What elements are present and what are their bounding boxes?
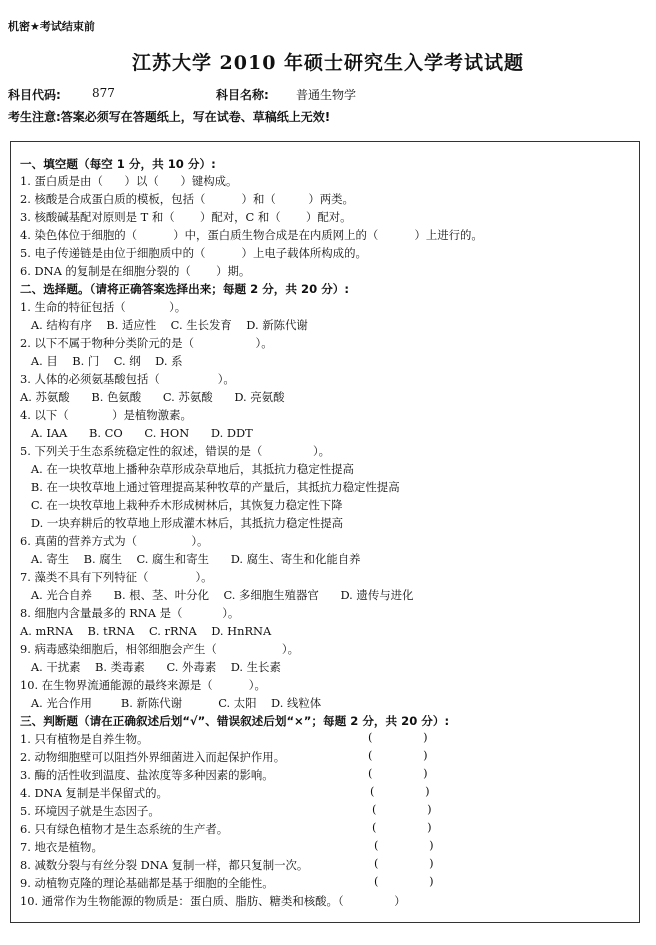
subject-name-label: 科目名称: xyxy=(216,88,269,102)
question-line: 2. 核酸是合成蛋白质的模板，包括（ ）和（ ）两类。 xyxy=(20,192,354,206)
question-line: A. mRNA B. tRNA C. rRNA D. HnRNA xyxy=(20,624,272,638)
section-heading: 三、判断题（请在正确叙述后划“√”、错误叙述后划“×”；每题 2 分，共 20 分）: xyxy=(20,714,450,728)
question-line: 9. 动植物克隆的理论基础都是基于细胞的全能性。 xyxy=(20,876,274,890)
question-line: 3. 人体的必须氨基酸包括（ ）。 xyxy=(20,372,235,386)
question-line: 6. 真菌的营养方式为（ ）。 xyxy=(20,534,209,548)
question-line: A. IAA B. CO C. HON D. DDT xyxy=(20,426,253,440)
question-line: 2. 动物细胞壁可以阻挡外界细菌进入而起保护作用。 xyxy=(20,750,286,764)
question-line: 2. 以下不属于物种分类阶元的是（ ）。 xyxy=(20,336,273,350)
exam-title: 江苏大学 2010 年硕士研究生入学考试试题 xyxy=(131,52,525,74)
section-heading: 一、填空题（每空 1 分，共 10 分）: xyxy=(20,157,216,171)
question-line: A. 光合作用 B. 新陈代谢 C. 太阳 D. 线粒体 xyxy=(20,696,322,710)
subject-code-label: 科目代码: xyxy=(8,88,61,102)
question-line: 1. 只有植物是自养生物。 xyxy=(20,732,149,746)
question-line: 5. 电子传递链是由位于细胞质中的（ ）上电子载体所构成的。 xyxy=(20,246,367,260)
question-line: B. 在一块牧草地上通过管理提高某种牧草的产量后，其抵抗力稳定性提高 xyxy=(20,480,400,494)
question-line: 4. 染色体位于细胞的（ ）中，蛋白质生物合成是在内质网上的（ ）上进行的。 xyxy=(20,228,483,242)
subject-name-value: 普通生物学 xyxy=(296,88,357,102)
question-line: 5. 下列关于生态系统稳定性的叙述，错误的是（ ）。 xyxy=(20,444,331,458)
judge-answer-blank: ( ) xyxy=(370,784,430,798)
question-line: C. 在一块牧草地上栽种乔木形成树林后，其恢复力稳定性下降 xyxy=(20,498,343,512)
question-line: A. 结构有序 B. 适应性 C. 生长发育 D. 新陈代谢 xyxy=(20,318,308,332)
question-line: 5. 环境因子就是生态因子。 xyxy=(20,804,160,818)
judge-answer-blank: ( ) xyxy=(372,820,432,834)
question-line: 8. 减数分裂与有丝分裂 DNA 复制一样，都只复制一次。 xyxy=(20,858,309,872)
question-line: 4. 以下（ ）是植物激素。 xyxy=(20,408,192,422)
judge-answer-blank: ( ) xyxy=(372,802,432,816)
question-line: 1. 生命的特征包括（ ）。 xyxy=(20,300,187,314)
question-line: A. 干扰素 B. 类毒素 C. 外毒素 D. 生长素 xyxy=(20,660,281,674)
question-line: 3. 酶的活性收到温度、盐浓度等多种因素的影响。 xyxy=(20,768,274,782)
judge-answer-blank: ( ) xyxy=(368,730,428,744)
question-line: A. 目 B. 门 C. 纲 D. 系 xyxy=(20,354,183,368)
question-line: 4. DNA 复制是半保留式的。 xyxy=(20,786,168,800)
question-line: A. 在一块牧草地上播种杂草形成杂草地后，其抵抗力稳定性提高 xyxy=(20,462,354,476)
confidential-note: 机密★考试结束前 xyxy=(8,20,95,33)
judge-answer-blank: ( ) xyxy=(374,838,434,852)
section-heading: 二、选择题。（请将正确答案选择出来；每题 2 分，共 20 分）: xyxy=(20,282,350,296)
question-line: 8. 细胞内含量最多的 RNA 是（ ）。 xyxy=(20,606,240,620)
question-line: 7. 藻类不具有下列特征（ ）。 xyxy=(20,570,213,584)
question-line: 10. 在生物界流通能源的最终来源是（ ）。 xyxy=(20,678,266,692)
question-line: D. 一块弃耕后的牧草地上形成灌木林后，其抵抗力稳定性提高 xyxy=(20,516,343,530)
judge-answer-blank: ( ) xyxy=(374,856,434,870)
question-line: A. 苏氨酸 B. 色氨酸 C. 苏氨酸 D. 亮氨酸 xyxy=(20,390,285,404)
question-line: 7. 地衣是植物。 xyxy=(20,840,103,854)
judge-answer-blank: ( ) xyxy=(374,874,434,888)
question-line: A. 寄生 B. 腐生 C. 腐生和寄生 D. 腐生、寄生和化能自养 xyxy=(20,552,361,566)
question-line: A. 光合自养 B. 根、茎、叶分化 C. 多细胞生殖器官 D. 遗传与进化 xyxy=(20,588,414,602)
question-line: 9. 病毒感染细胞后，相邻细胞会产生（ ）。 xyxy=(20,642,299,656)
question-line: 6. DNA 的复制是在细胞分裂的（ ）期。 xyxy=(20,264,251,278)
question-line: 3. 核酸碱基配对原则是 T 和（ ）配对，C 和（ ）配对。 xyxy=(20,210,352,224)
candidate-notice: 考生注意:答案必须写在答题纸上，写在试卷、草稿纸上无效! xyxy=(8,110,331,124)
question-line: 1. 蛋白质是由（ ）以（ ）键构成。 xyxy=(20,174,238,188)
subject-code-value: 877 xyxy=(92,86,115,100)
judge-answer-blank: ( ) xyxy=(368,766,428,780)
judge-answer-blank: ( ) xyxy=(368,748,428,762)
question-line: 6. 只有绿色植物才是生态系统的生产者。 xyxy=(20,822,229,836)
question-line: 10. 通常作为生物能源的物质是：蛋白质、脂肪、糖类和核酸。（ ） xyxy=(20,894,406,908)
